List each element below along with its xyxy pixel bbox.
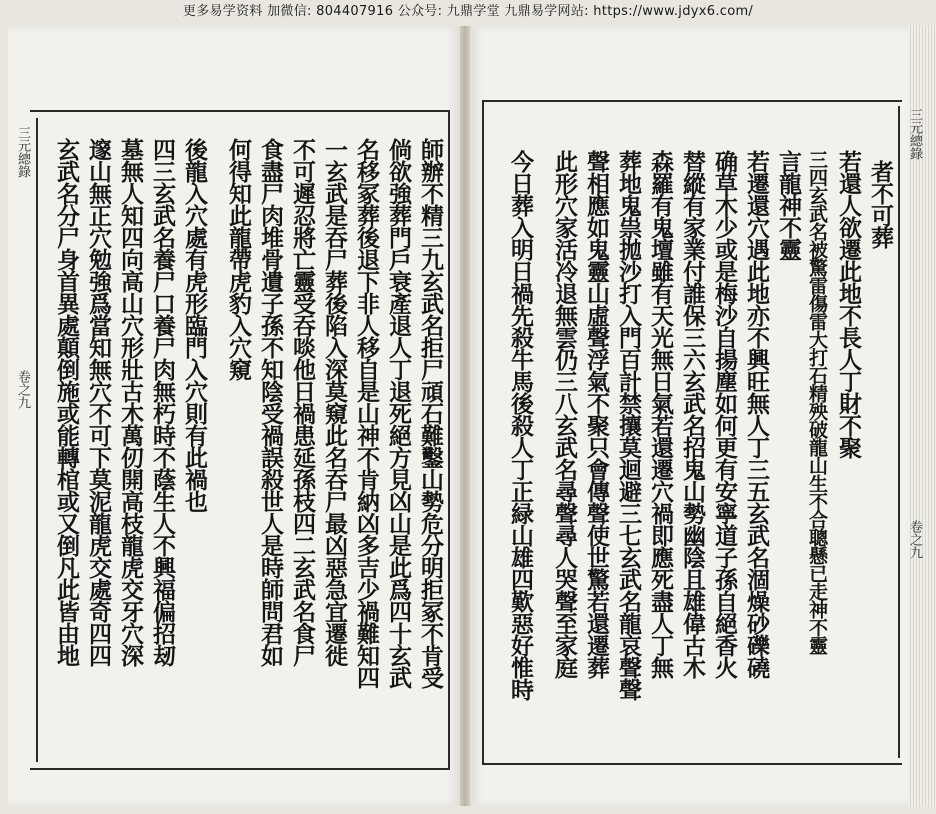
right-fold-title: 三元總錄 — [907, 108, 922, 160]
right-text-column: 森羅有鬼壇雖有天光無日氣若還遷穴禍即應死盡人丁無 — [647, 150, 674, 678]
left-text-column: 後龍入穴處有虎形臨門入穴則有此禍也 — [181, 138, 208, 512]
watermark-banner: 更多易学资料 加微信: 804407916 公众号: 九鼎学堂 九鼎易学网站: https://www.jdyx6.com/ — [182, 4, 754, 19]
left-text-column: 不可遲忍將亡靈受吞啖他日禍患延孫枝四二玄武名食尸 — [289, 138, 316, 666]
book-gutter — [460, 26, 470, 806]
right-text-column: 确草木少或是梅沙自揚塵如何更有安寧道子孫自絕香火 — [711, 150, 738, 678]
left-text-column: 邃山無正穴勉強爲當知無穴不可下莫泥龍虎交處奇四四 — [85, 138, 112, 666]
left-text-column: 玄武名分尸身首異處顛倒施或能轉棺或又倒凡此皆由地 — [53, 138, 80, 666]
right-text-column: 葬地鬼祟拋沙打入門百計禁攘莫迴避三七玄武名龍哀聲聲 — [615, 150, 642, 700]
right-text-column: 此形穴家活冷退無雲仍三八玄武名尋聲尋人哭聲至家庭 — [551, 150, 578, 678]
left-fold-rule — [36, 118, 38, 762]
left-text-column: 墓無人知四向高山穴形壯古木萬仞開高枝龍虎交牙穴深 — [117, 138, 144, 666]
left-fold-title: 三元總錄 — [15, 126, 30, 178]
left-text-column: 四三玄武名養尸口養尸肉無朽時不蔭生人不興福偏招刼 — [149, 138, 176, 666]
left-fold-volume: 卷之九 — [15, 370, 30, 409]
left-text-column: 一玄武是吞尸葬後陷入深莫窺此名吞尸最凶惡急宜遷徙 — [321, 138, 348, 666]
right-text-column: 者不可葬 — [867, 160, 894, 248]
left-text-column: 師辦不精三九玄武名拒尸頑石難鑿山勢危分明拒冢不肯受 — [417, 138, 444, 688]
right-text-column: 聲相應如鬼靈山虛聲浮氣不聚只會傳聲使世驚若還遷葬 — [583, 150, 610, 678]
right-text-column: 言龍神不靈 — [775, 150, 802, 260]
right-text-column: 三四玄武名被驚雷傷雷大打石精殃破龍山生不合聰懸已走神不靈 — [806, 150, 828, 654]
right-text-column: 替縱有家業付誰保三六玄武名招鬼山勢幽陰且雄偉古木 — [679, 150, 706, 678]
left-text-column: 何得知此龍帶虎豹入穴窺 — [225, 138, 252, 380]
right-text-column: 若還人欲遷此地不長人丁財不聚 — [835, 150, 862, 458]
left-text-column: 食盡尸肉堆骨遺子孫不知陰受禍誤殺世人是時師問君如 — [257, 138, 284, 666]
right-fold-rule — [898, 106, 900, 758]
right-text-column: 今日葬入明日禍先殺牛馬後殺人丁正緑山雄四歎惡好惟時 — [507, 150, 534, 700]
right-text-column: 若遷還穴遇此地亦不興旺無人丁三五玄武名涸燥砂礫磽 — [743, 150, 770, 678]
left-text-column: 倘欲強葬門戶衰產退人丁退死絕方見凶山是此爲四十玄武 — [385, 138, 412, 688]
right-fold-volume: 卷之九 — [907, 520, 922, 559]
left-text-column: 名移冢葬後退下非人移自是山神不肯納凶多吉少禍難知四 — [353, 138, 380, 688]
